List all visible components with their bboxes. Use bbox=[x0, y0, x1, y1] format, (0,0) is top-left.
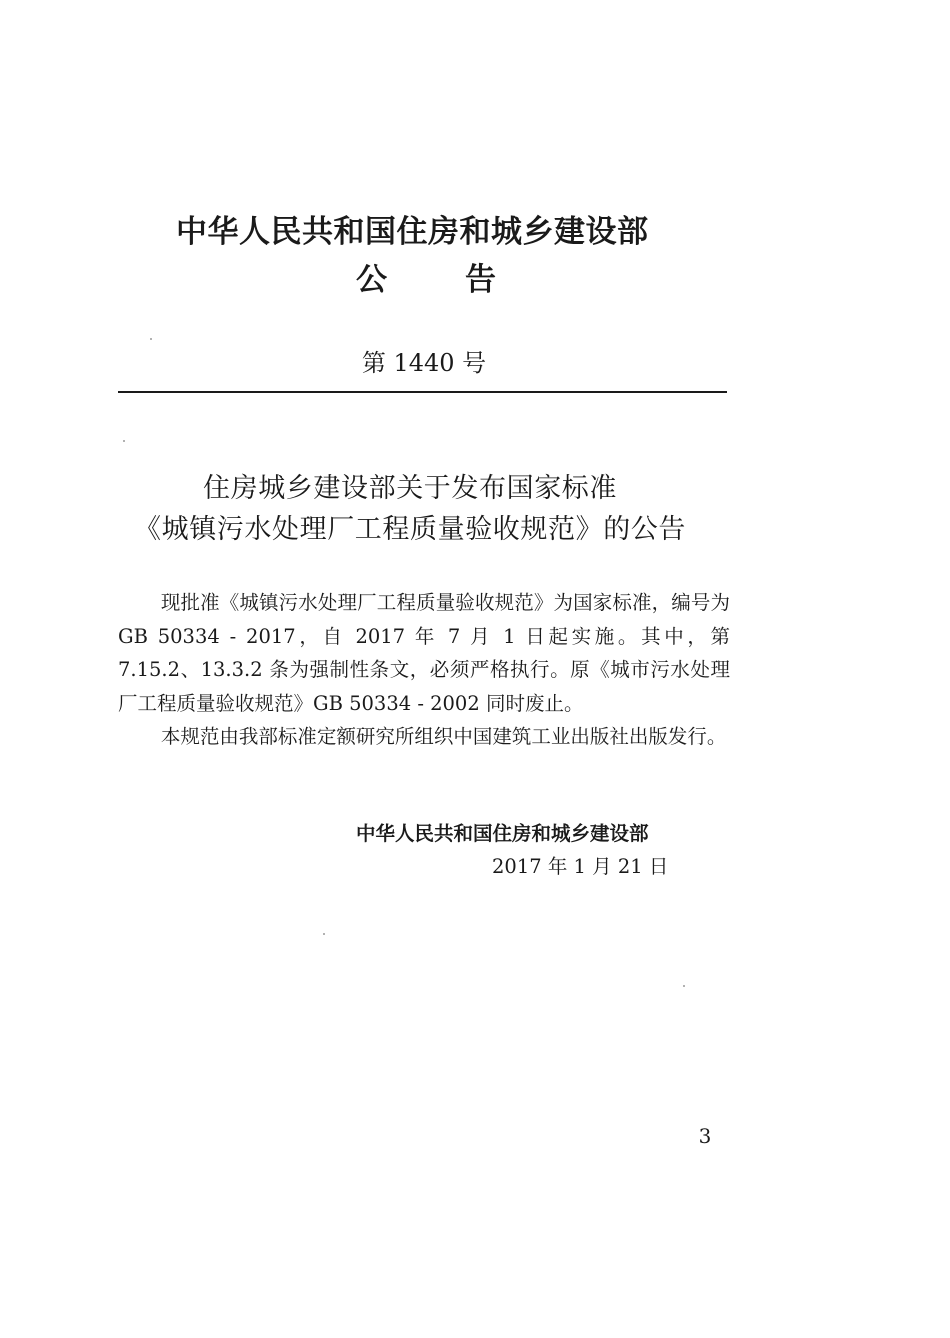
notice-title-line-1: 住房城乡建设部关于发布国家标准 bbox=[203, 473, 617, 504]
page-number: 3 bbox=[698, 1124, 712, 1148]
header-divider bbox=[118, 391, 727, 393]
body-paragraph-1: 现批准《城镇污水处理厂工程质量验收规范》为国家标准，编号为 GB 50334 - 2017，自 2017 年 7 月 1 日起实施。其中，第 7.15.2、13.3.2 条为强制性条文，必须严格执行。原《城市污水处理厂工程质量验收规范》GB 50334 - 2002 同时废止。 bbox=[118, 591, 730, 715]
notice-title-line-2: 《城镇污水处理厂工程质量验收规范》的公告 bbox=[134, 514, 686, 545]
signature-date: 2017 年 1 月 21 日 bbox=[492, 855, 669, 878]
scan-speck bbox=[123, 440, 125, 442]
ministry-heading: 中华人民共和国住房和城乡建设部 bbox=[176, 214, 649, 250]
bulletin-number: 第 1440 号 bbox=[361, 349, 487, 377]
scan-speck bbox=[323, 933, 325, 935]
bulletin-heading bbox=[356, 254, 496, 299]
scan-speck bbox=[150, 338, 152, 340]
scan-speck bbox=[683, 985, 685, 987]
signature-organization: 中华人民共和国住房和城乡建设部 bbox=[356, 822, 649, 845]
body-paragraph-2: 本规范由我部标准定额研究所组织中国建筑工业出版社出版发行。 bbox=[160, 725, 727, 748]
bulletin-char-1: 公 bbox=[356, 262, 387, 298]
bulletin-char-2: 告 bbox=[465, 262, 496, 298]
notice-body bbox=[118, 586, 730, 754]
